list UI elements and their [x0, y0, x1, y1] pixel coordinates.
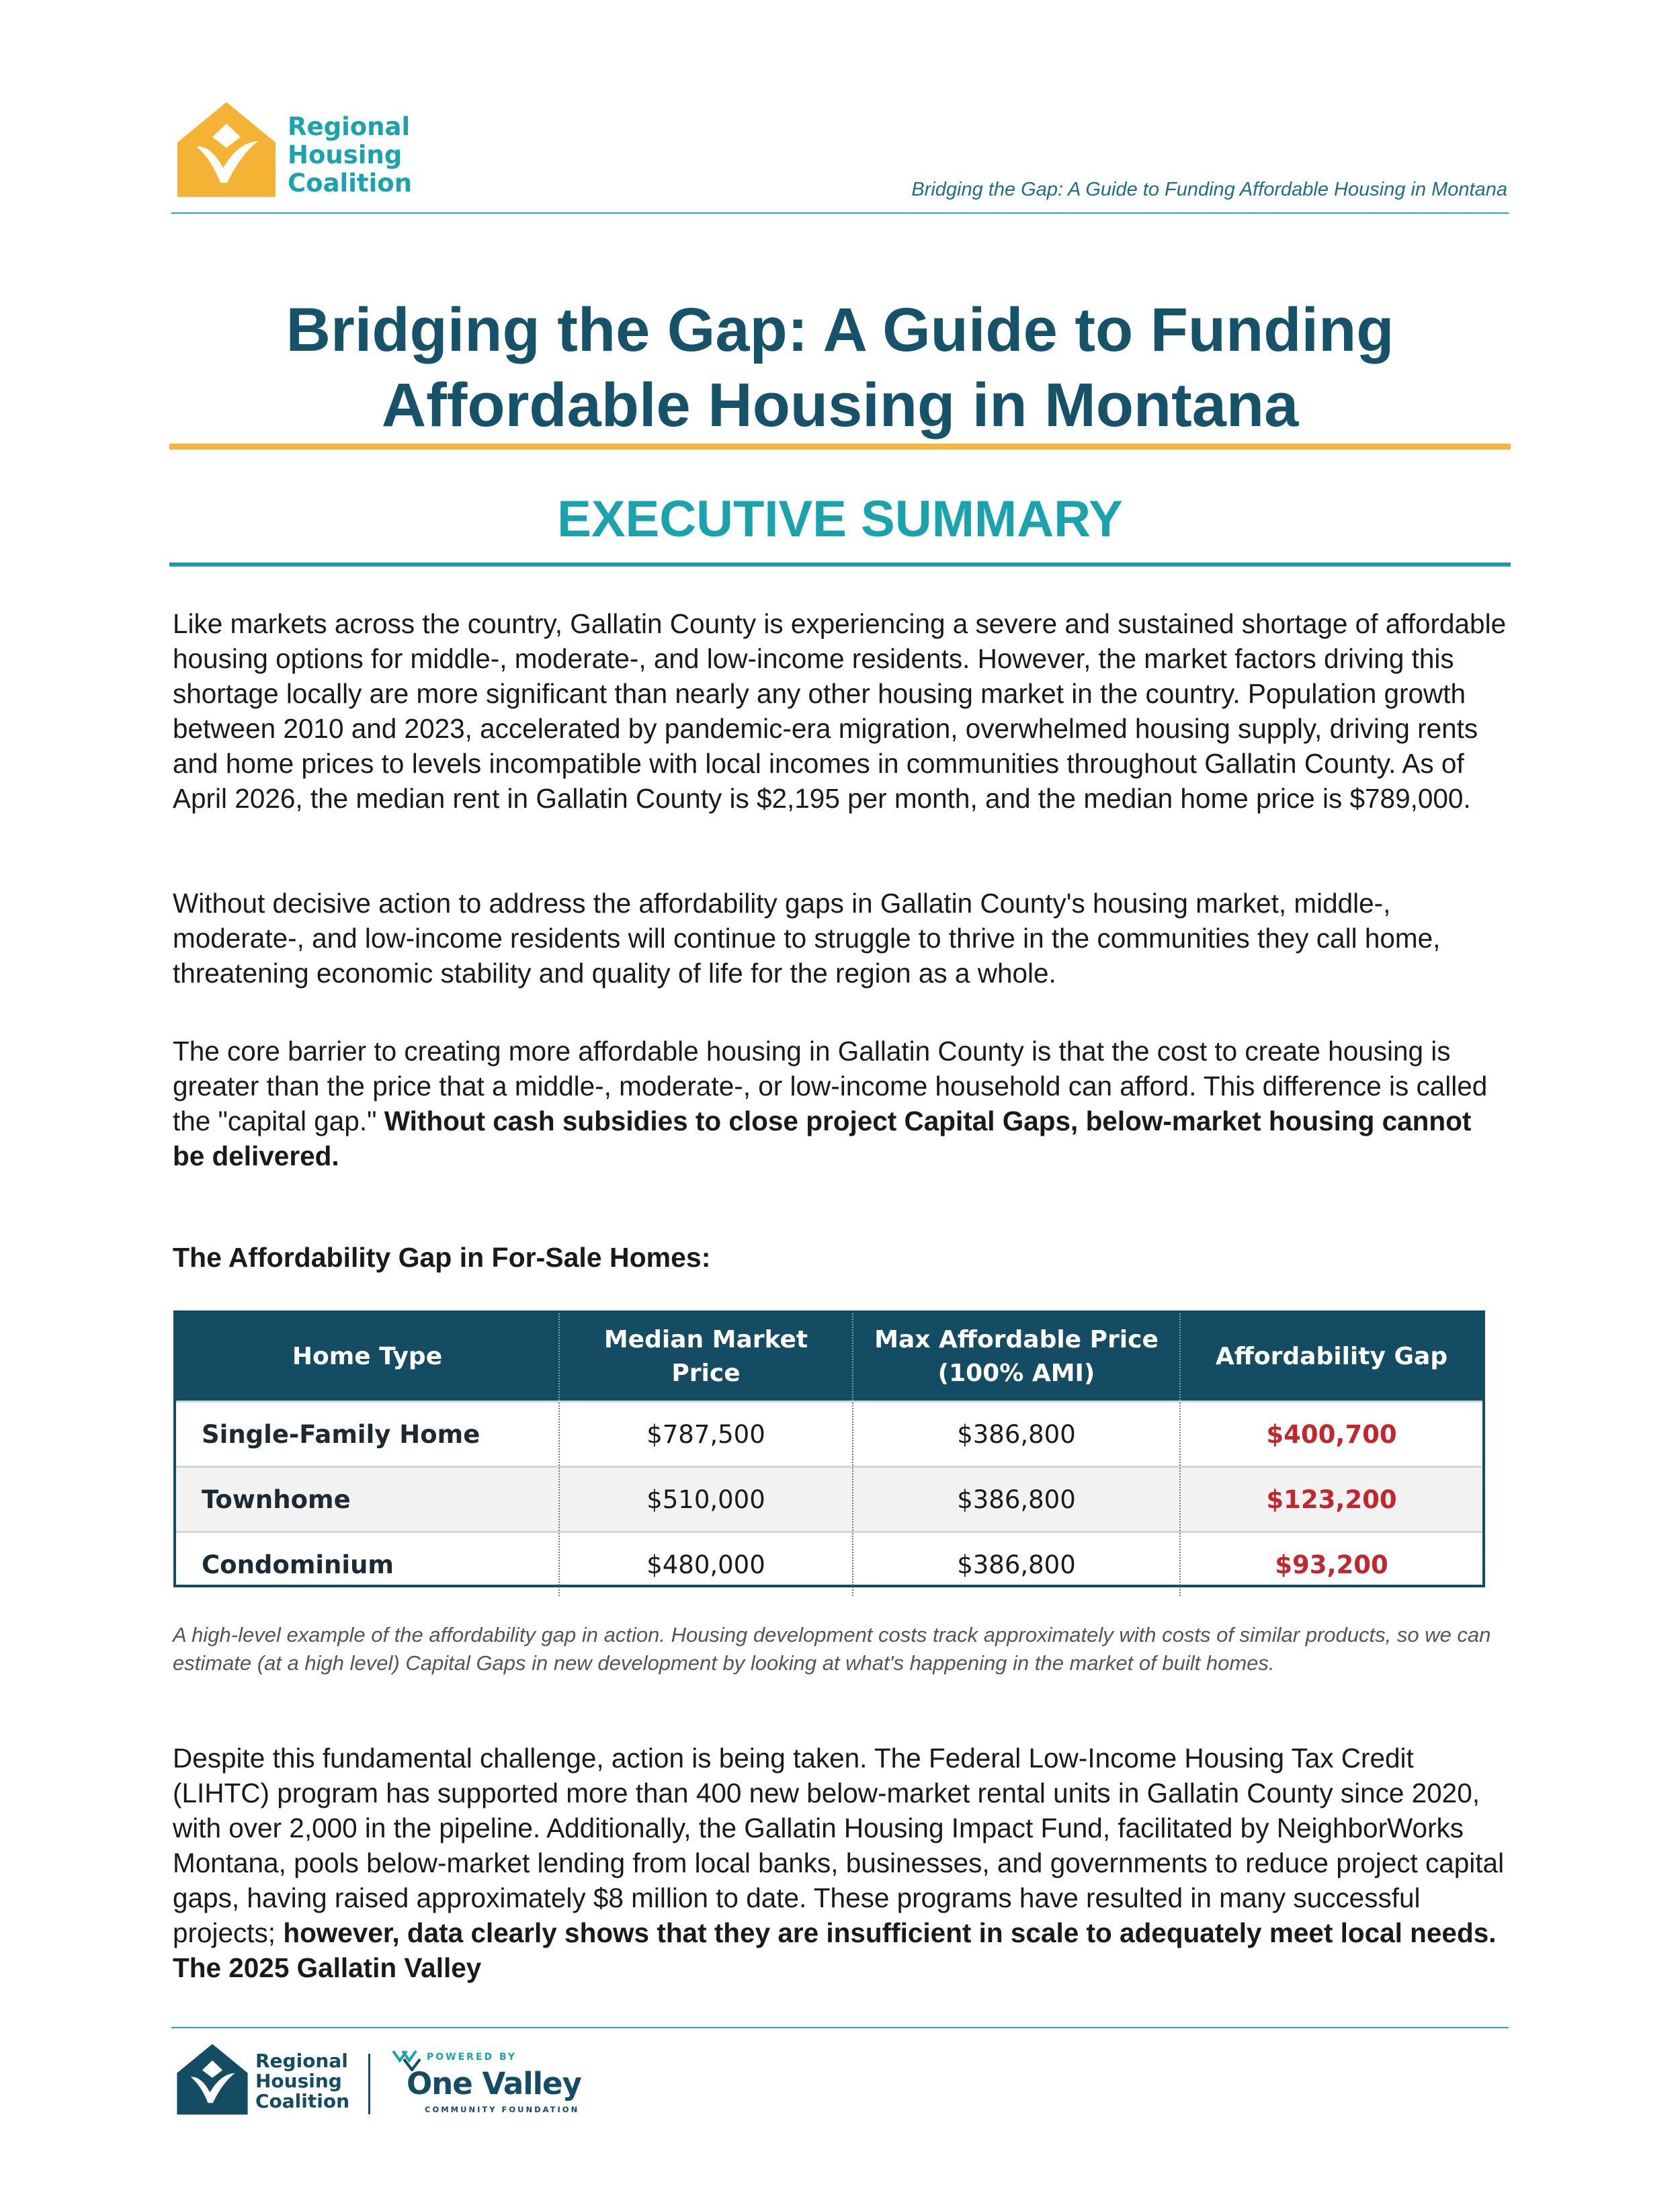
title-line-1: Bridging the Gap: A Guide to Funding	[286, 296, 1394, 364]
logo-line: Regional	[288, 112, 411, 141]
footer-rule	[171, 2027, 1509, 2028]
logo-wordmark	[288, 113, 412, 198]
section-rule	[169, 562, 1511, 567]
cell-home-type: Condominium	[176, 1532, 559, 1597]
header-home-type: Home Type	[176, 1313, 559, 1402]
table-row	[176, 1402, 1482, 1467]
cell-max: $386,800	[853, 1467, 1180, 1532]
logo-line: Coalition	[288, 169, 413, 198]
logo-line: Housing	[255, 2070, 342, 2092]
table-row	[176, 1467, 1482, 1532]
paragraph-emphasis: Without cash subsidies to close project Capital Gaps, below-market housing cannot be delivered.	[173, 1106, 1472, 1171]
running-head: Bridging the Gap: A Guide to Funding Affordable Housing in Montana	[911, 179, 1507, 200]
header-affordability-gap: Affordability Gap	[1180, 1313, 1482, 1402]
paragraph-text: The core barrier to creating more affordable housing in Gallatin County is that the cost to create housing is greater than the price that a middle-, moderate-, or low-income household can afford. This difference is called the "capital gap."	[173, 1036, 1488, 1136]
header-line: Max Affordable Price	[874, 1326, 1159, 1353]
regional-housing-coalition-logo-icon	[176, 101, 277, 198]
paragraph-emphasis: however, data clearly shows that they are insufficient in scale to adequately meet local needs. The 2025 Gallatin Valley	[173, 1917, 1497, 1983]
cell-gap: $123,200	[1180, 1467, 1482, 1532]
logo-line: Regional	[255, 2050, 348, 2072]
logo-line: Housing	[288, 140, 403, 169]
cell-median: $510,000	[559, 1467, 853, 1532]
logo-line: Coalition	[255, 2090, 350, 2112]
table-heading: The Affordability Gap in For-Sale Homes:	[173, 1242, 711, 1273]
table-row	[176, 1532, 1482, 1597]
document-title	[171, 292, 1509, 443]
paragraph-intro: Like markets across the country, Gallatin County is experiencing a severe and sustained shortage of affordable housing options for middle-, moderate-, and low-income residents. However, the market factors driving this shortage locally are more significant than nearly any other housing market in the country. Population growth between 2010 and 2023, accelerated by pandemic-era migration, overwhelmed housing supply, driving rents and home prices to levels incompatible with local incomes in communities throughout Gallatin County. As of April 2026, the median rent in Gallatin County is $2,195 per month, and the median home price is $789,000.	[173, 608, 1507, 814]
cell-home-type: Townhome	[176, 1467, 559, 1532]
community-foundation-label: COMMUNITY FOUNDATION	[425, 2105, 580, 2114]
paragraph-programs	[173, 1741, 1510, 1985]
header-max-affordable	[853, 1313, 1180, 1402]
header-line: (100% AMI)	[937, 1360, 1095, 1387]
one-valley-wordmark: One Valley	[407, 2066, 581, 2101]
cell-median: $787,500	[559, 1402, 853, 1467]
cell-max: $386,800	[853, 1532, 1180, 1597]
affordability-gap-table	[173, 1310, 1485, 1587]
paragraph-action: Without decisive action to address the affordability gaps in Gallatin County's housing market, middle-, moderate-, and low-income residents will continue to struggle to thrive in the communities they call home, threatening economic stability and quality of life for the region as a whole.	[173, 888, 1441, 989]
powered-by-label: POWERED BY	[427, 2052, 517, 2062]
header-rule	[171, 212, 1509, 214]
footer-logo-divider	[368, 2054, 370, 2114]
paragraph-text: Despite this fundamental challenge, action is being taken. The Federal Low-Income Housing Tax Credit (LIHTC) program has supported more than 400 new below-market rental units in Gallatin County since 2020, with over 2,000 in the pipeline. Additionally, the Gallatin Housing Impact Fund, facilitated by NeighborWorks Montana, pools below-market lending from local banks, businesses, and governments to reduce project capital gaps, having raised approximately $8 million to date. These programs have resulted in many successful projects;	[173, 1743, 1505, 1948]
paragraph-capital-gap	[173, 1034, 1510, 1173]
table-caption: A high-level example of the affordability gap in action. Housing development costs track approximately with costs of similar products, so we can estimate (at a high level) Capital Gaps in new development by looking at what's happening in the market of built homes.	[173, 1623, 1491, 1675]
header-median-price: Median Market Price	[559, 1313, 853, 1402]
cell-median: $480,000	[559, 1532, 853, 1597]
cell-gap: $93,200	[1180, 1532, 1482, 1597]
section-title: EXECUTIVE SUMMARY	[557, 491, 1123, 548]
footer-logo-wordmark	[255, 2051, 349, 2112]
title-rule	[169, 444, 1511, 450]
cell-home-type: Single-Family Home	[176, 1402, 559, 1467]
title-line-2: Affordable Housing in Montana	[381, 371, 1299, 440]
cell-gap: $400,700	[1180, 1402, 1482, 1467]
cell-max: $386,800	[853, 1402, 1180, 1467]
regional-housing-coalition-footer-logo-icon	[176, 2043, 249, 2116]
